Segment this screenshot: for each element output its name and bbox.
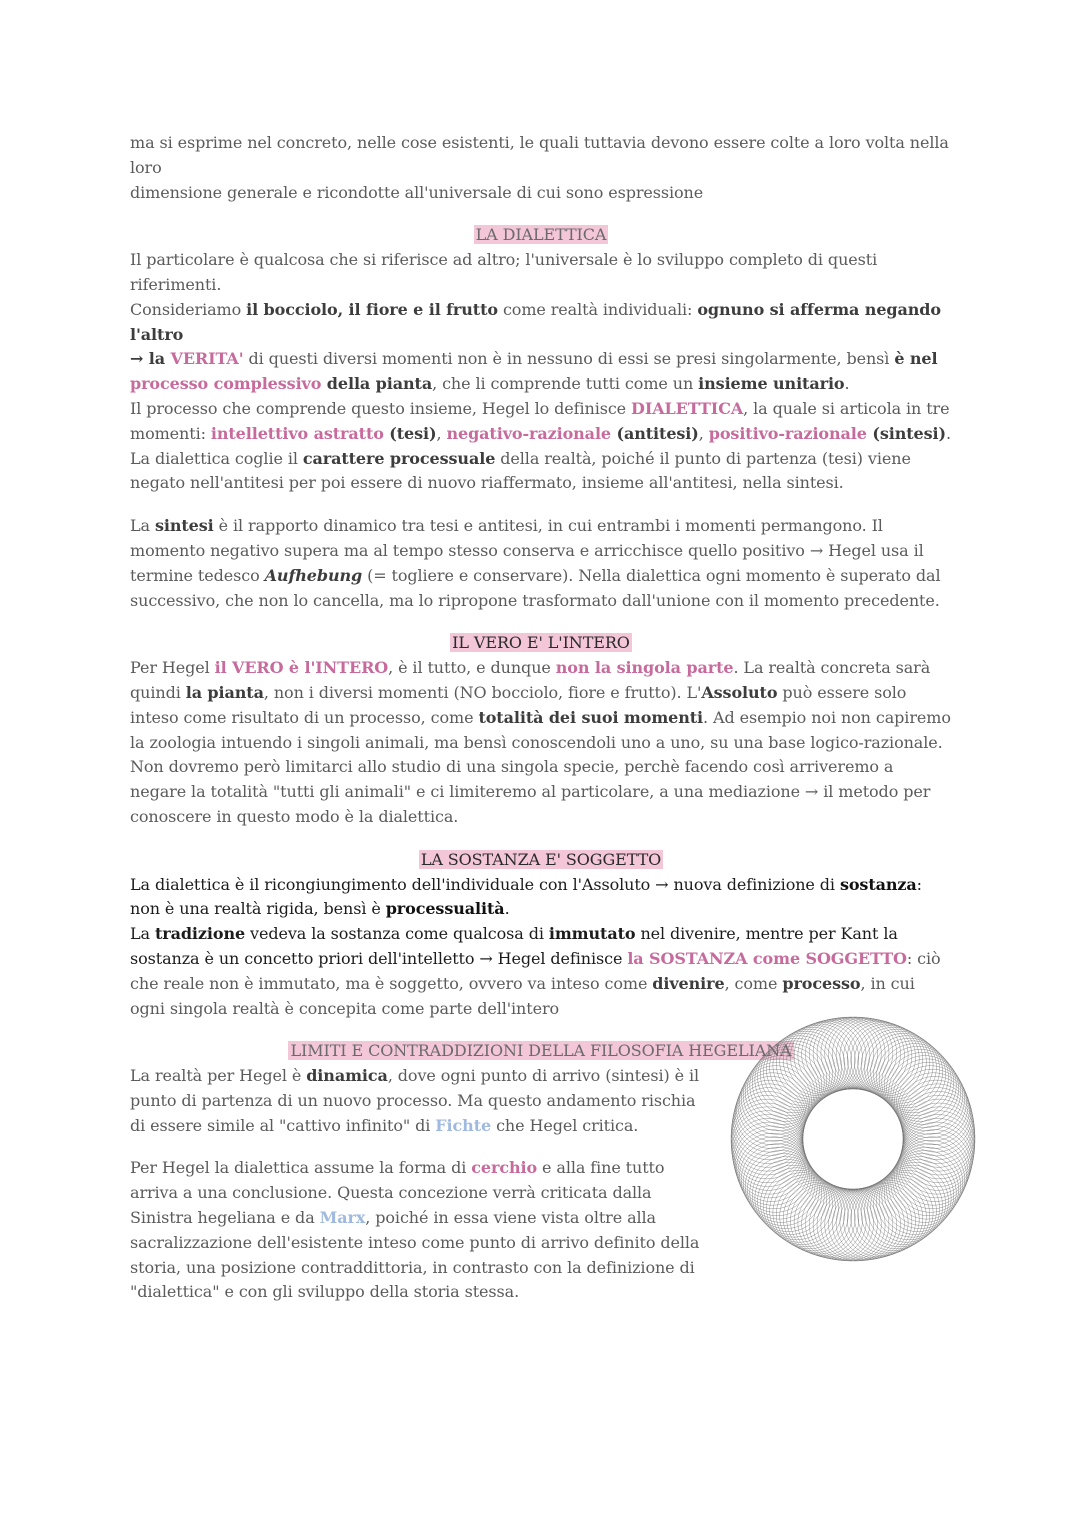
section-title-sostanza: LA SOSTANZA E' SOGGETTO xyxy=(420,849,662,869)
sostanza-paragraph-2: La tradizione vedeva la sostanza come qualcosa di immutato nel divenire, mentre per Kant la sostanza è un concetto priori dell'intelletto → Hegel definisce la SOSTANZA come SOGGETTO: ciò che reale non è immutato, ma è soggetto, ovvero va inteso come divenire, come processo, in cui ogni singola realtà è concepita come parte dell'intero xyxy=(130,924,941,1018)
spirograph-circle-icon xyxy=(720,1003,986,1273)
intro-paragraph: ma si esprime nel concreto, nelle cose esistenti, le quali tuttavia devono essere colte a loro volta nella loro dimensione generale e ricondotte all'universale di cui sono espressione xyxy=(130,133,949,202)
limiti-paragraph-1: La realtà per Hegel è dinamica, dove ogni punto di arrivo (sintesi) è il punto di partenza di un nuovo processo. Ma questo andamento rischia di essere simile al "cattivo infinito" di Fichte che Hegel critica. xyxy=(130,1066,700,1135)
dialettica-paragraph-4: La sintesi è il rapporto dinamico tra tesi e antitesi, in cui entrambi i momenti permangono. Il momento negativo supera ma al tempo stesso conserva e arricchisce quello positivo → Hegel usa il termine tedesco Aufhebung (= togliere e conservare). Nella dialettica ogni momento è superato dal successivo, che non lo cancella, ma lo ripropone trasformato dall'unione con il momento precedente. xyxy=(130,516,941,610)
vero-paragraph-1: Per Hegel il VERO è l'INTERO, è il tutto, e dunque non la singola parte. La realtà concreta sarà quindi la pianta, non i diversi momenti (NO bocciolo, fiore e frutto). L'Assoluto può essere solo inteso come risultato di un processo, come totalità dei suoi momenti. Ad esempio noi non capiremo la zoologia intuendo i singoli animali, ma bensì conoscendoli uno a uno, su una base logico-razionale. xyxy=(130,658,951,752)
dialettica-paragraph-2: Il processo che comprende questo insieme, Hegel lo definisce DIALETTICA, la quale si articola in tre momenti: intellettivo astratto (tesi), negativo-razionale (antitesi), positivo-razionale (sintesi). xyxy=(130,398,951,443)
limiti-paragraph-2: Per Hegel la dialettica assume la forma di cerchio e alla fine tutto arriva a una conclusione. Questa concezione verrà criticata dalla Sinistra hegeliana e da Marx, poiché in essa viene vista oltre alla sacralizzazione dell'esistente inteso come punto di arrivo definito della storia, una posizione contraddittoria, in contrasto con la definizione di "dialettica" e con gli sviluppo della storia stessa. xyxy=(130,1158,700,1302)
section-title-limiti: LIMITI E CONTRADDIZIONI DELLA FILOSOFIA HEGELIANA xyxy=(290,1041,792,1061)
section-title-dialettica: LA DIALETTICA xyxy=(475,225,607,245)
vero-paragraph-2: Non dovremo però limitarci allo studio di una singola specie, perchè facendo così arriveremo a negare la totalità "tutti gli animali" e ci limiteremo al particolare, a una mediazione → il metodo per conoscere in questo modo è la dialettica. xyxy=(130,757,931,826)
limiti-text-column xyxy=(130,1064,710,1305)
sostanza-paragraph-1: La dialettica è il ricongiungimento dell'individuale con l'Assoluto → nuova definizione di sostanza: non è una realtà rigida, bensì è processualità. xyxy=(130,874,922,919)
dialettica-paragraph-3: La dialettica coglie il carattere processuale della realtà, poiché il punto di partenza (tesi) viene negato nell'antitesi per poi essere di nuovo riaffermato, insieme all'antitesi, nella sintesi. xyxy=(130,448,911,493)
dialettica-paragraph-1: Il particolare è qualcosa che si riferisce ad altro; l'universale è lo sviluppo completo di questi riferimenti. Consideriamo il bocciolo, il fiore e il frutto come realtà individuali: ognuno si afferma negando l'altro → la VERITA' di questi diversi momenti non è in nessuno di essi se presi singolarmente, bensì è nel processo complessivo della pianta, che li comprende tutti come un insieme unitario. xyxy=(130,250,941,394)
section-title-vero: IL VERO E' L'INTERO xyxy=(452,633,630,653)
